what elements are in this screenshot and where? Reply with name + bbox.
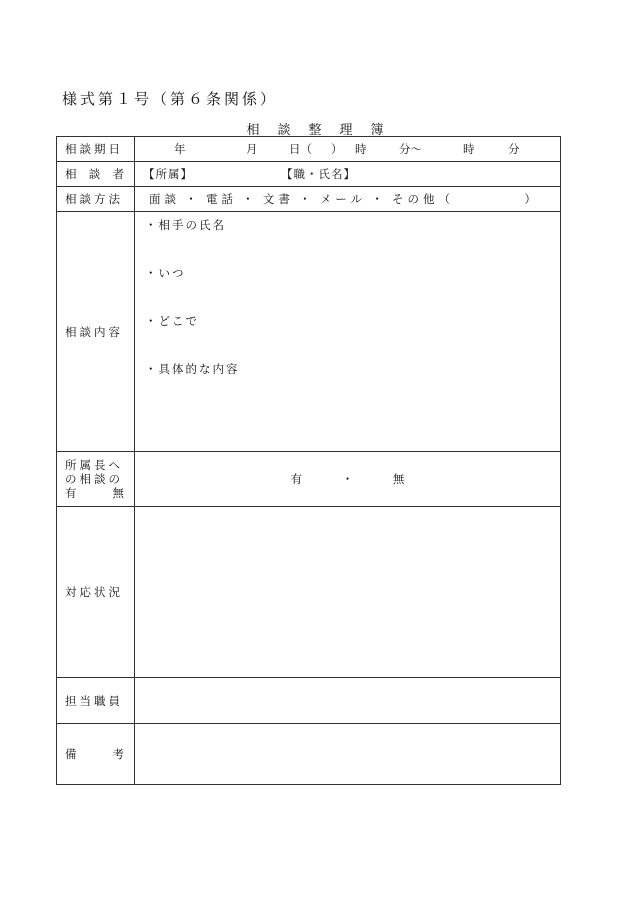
date-year: 年 [174,142,186,156]
label-supervisor-line: 所属長へ [65,458,123,472]
consulter-position-name-label: 【職・氏名】 [281,167,356,181]
method-option[interactable]: 電話 [205,192,237,206]
field-consultation-date[interactable] [135,137,561,162]
option-no[interactable]: 無 [392,472,405,486]
consultation-ledger-table [56,136,561,785]
label-consulter [57,162,135,187]
method-option-other[interactable]: その他（ [392,192,455,206]
method-separator: ・ [299,192,315,206]
date-paren-close: ） [331,142,343,156]
label-consulter-char: 者 [112,167,124,181]
row-response-status [57,507,561,678]
field-consulter[interactable] [135,162,561,187]
label-supervisor-char: 無 [112,486,124,500]
label-consulter-char: 相 [65,167,77,181]
label-remarks-char: 考 [112,747,124,761]
label-consultation-content: 相談内容 [57,212,135,452]
field-supervisor-consulted[interactable] [135,452,561,507]
label-supervisor-char: 有 [65,486,77,500]
label-consulter-char: 談 [88,167,101,181]
time-hour-to: 時 [463,142,475,156]
row-supervisor-consulted [57,452,561,507]
method-other-paren-close: ） [524,192,540,206]
field-remarks[interactable] [135,724,561,785]
option-separator: ・ [341,472,354,486]
label-supervisor-consulted [57,452,135,507]
label-consultation-method: 相談方法 [57,187,135,212]
method-separator: ・ [185,192,201,206]
label-consultation-date: 相談期日 [57,137,135,162]
row-consultation-date [57,137,561,162]
label-remarks-char: 備 [65,747,77,761]
row-consultation-method [57,187,561,212]
row-consultation-content [57,212,561,452]
form-number: 様式第１号（第６条関係） [62,90,279,108]
time-minute-to: 分 [508,142,520,156]
field-response-status[interactable] [135,507,561,678]
content-item-where: ・どこで [145,314,199,328]
content-item-other-party-name: ・相手の氏名 [145,218,226,232]
row-consulter [57,162,561,187]
date-day: 日（ [289,142,312,156]
consulter-affiliation-label: 【所属】 [143,167,193,181]
label-supervisor-line: の相談の [65,472,123,486]
field-staff-in-charge[interactable] [135,678,561,724]
method-option[interactable]: 面談 [149,192,180,206]
method-separator: ・ [371,192,387,206]
method-option[interactable]: 文書 [262,192,294,206]
content-item-details: ・具体的な内容 [145,362,240,376]
label-staff-in-charge: 担当職員 [57,678,135,724]
time-minute-from: 分～ [399,142,422,156]
option-yes[interactable]: 有 [290,472,303,486]
time-hour-from: 時 [355,142,367,156]
field-consultation-content[interactable] [135,212,561,452]
row-staff-in-charge [57,678,561,724]
method-option[interactable]: メール [319,192,367,206]
content-item-when: ・いつ [145,266,186,280]
label-response-status: 対応状況 [57,507,135,678]
form-title: 相談整理簿 [246,123,402,138]
row-remarks [57,724,561,785]
label-remarks [57,724,135,785]
field-consultation-method[interactable] [135,187,561,212]
method-separator: ・ [242,192,258,206]
date-month: 月 [246,142,258,156]
